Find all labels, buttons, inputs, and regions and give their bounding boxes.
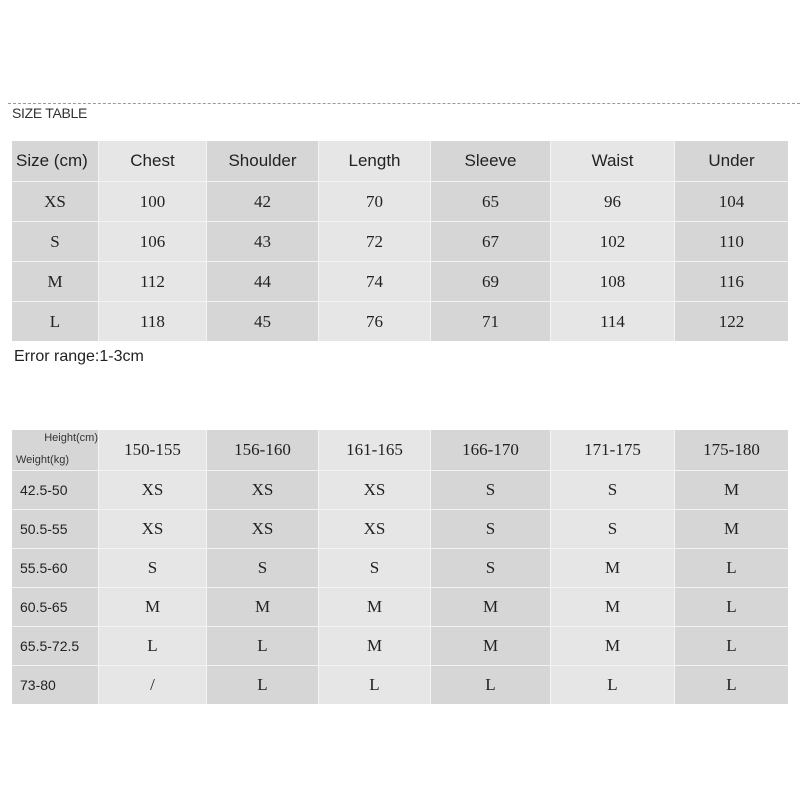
sleeve-cell: 65 xyxy=(430,181,550,221)
header-shoulder: Shoulder xyxy=(206,141,318,181)
sleeve-cell: 71 xyxy=(430,301,550,341)
height-axis-label: Height(cm) xyxy=(44,432,98,444)
size-cell: L xyxy=(430,665,550,704)
size-cell: S xyxy=(12,221,98,261)
table-row xyxy=(12,665,788,704)
size-cell: L xyxy=(674,665,788,704)
dashed-divider xyxy=(8,103,800,104)
height-range-header: 156-160 xyxy=(206,430,318,470)
size-cell: XS xyxy=(206,509,318,548)
size-cell: S xyxy=(430,509,550,548)
chest-cell: 112 xyxy=(98,261,206,301)
size-cell: M xyxy=(206,587,318,626)
size-cell: L xyxy=(206,626,318,665)
table-row xyxy=(12,301,788,341)
size-cell: XS xyxy=(98,470,206,509)
height-range-header: 175-180 xyxy=(674,430,788,470)
waist-cell: 102 xyxy=(550,221,674,261)
size-cell: S xyxy=(430,548,550,587)
size-cell: M xyxy=(674,470,788,509)
sleeve-cell: 67 xyxy=(430,221,550,261)
waist-cell: 96 xyxy=(550,181,674,221)
table-row xyxy=(12,509,788,548)
size-cell: L xyxy=(318,665,430,704)
size-cell: S xyxy=(550,470,674,509)
size-cell: M xyxy=(318,626,430,665)
length-cell: 72 xyxy=(318,221,430,261)
size-cell: S xyxy=(98,548,206,587)
header-under: Under xyxy=(674,141,788,181)
length-cell: 70 xyxy=(318,181,430,221)
under-cell: 122 xyxy=(674,301,788,341)
sleeve-cell: 69 xyxy=(430,261,550,301)
header-chest: Chest xyxy=(98,141,206,181)
size-cell: M xyxy=(98,587,206,626)
table-row xyxy=(12,261,788,301)
under-cell: 116 xyxy=(674,261,788,301)
size-cell: L xyxy=(674,626,788,665)
table-row xyxy=(12,470,788,509)
table-row xyxy=(12,181,788,221)
header-length: Length xyxy=(318,141,430,181)
shoulder-cell: 44 xyxy=(206,261,318,301)
size-cell: M xyxy=(12,261,98,301)
chest-cell: 106 xyxy=(98,221,206,261)
size-cell: XS xyxy=(318,509,430,548)
size-cell: M xyxy=(550,548,674,587)
size-cell: XS xyxy=(98,509,206,548)
header-size: Size (cm) xyxy=(12,141,98,181)
weight-axis-label: Weight(kg) xyxy=(16,454,69,466)
length-cell: 76 xyxy=(318,301,430,341)
size-table-header-row xyxy=(12,141,788,181)
height-range-header: 166-170 xyxy=(430,430,550,470)
length-cell: 74 xyxy=(318,261,430,301)
height-range-header: 161-165 xyxy=(318,430,430,470)
size-cell: L xyxy=(674,548,788,587)
waist-cell: 114 xyxy=(550,301,674,341)
size-cell: XS xyxy=(318,470,430,509)
error-range-note: Error range:1-3cm xyxy=(14,348,144,365)
size-cell: M xyxy=(550,626,674,665)
size-cell: M xyxy=(318,587,430,626)
table-row xyxy=(12,221,788,261)
size-cell: S xyxy=(318,548,430,587)
shoulder-cell: 45 xyxy=(206,301,318,341)
size-cell: L xyxy=(674,587,788,626)
size-table-title: SIZE TABLE xyxy=(12,105,88,121)
chest-cell: 100 xyxy=(98,181,206,221)
weight-range-cell: 55.5-60 xyxy=(12,548,98,587)
waist-cell: 108 xyxy=(550,261,674,301)
size-cell: L xyxy=(98,626,206,665)
shoulder-cell: 43 xyxy=(206,221,318,261)
size-cell: / xyxy=(98,665,206,704)
under-cell: 104 xyxy=(674,181,788,221)
size-cell: M xyxy=(674,509,788,548)
size-cell: L xyxy=(550,665,674,704)
size-cell: M xyxy=(430,626,550,665)
table-row xyxy=(12,587,788,626)
corner-header xyxy=(12,430,98,470)
weight-range-cell: 65.5-72.5 xyxy=(12,626,98,665)
fit-table-header-row xyxy=(12,430,788,470)
table-row xyxy=(12,548,788,587)
size-cell: S xyxy=(430,470,550,509)
table-row xyxy=(12,626,788,665)
weight-range-cell: 50.5-55 xyxy=(12,509,98,548)
size-cell: S xyxy=(550,509,674,548)
size-cell: XS xyxy=(12,181,98,221)
weight-range-cell: 73-80 xyxy=(12,665,98,704)
size-cell: S xyxy=(206,548,318,587)
size-measurement-table xyxy=(12,141,788,341)
weight-range-cell: 60.5-65 xyxy=(12,587,98,626)
size-cell: M xyxy=(550,587,674,626)
chest-cell: 118 xyxy=(98,301,206,341)
height-range-header: 171-175 xyxy=(550,430,674,470)
size-cell: XS xyxy=(206,470,318,509)
height-weight-fit-table xyxy=(12,430,788,704)
size-cell: M xyxy=(430,587,550,626)
size-cell: L xyxy=(12,301,98,341)
header-sleeve: Sleeve xyxy=(430,141,550,181)
shoulder-cell: 42 xyxy=(206,181,318,221)
header-waist: Waist xyxy=(550,141,674,181)
size-cell: L xyxy=(206,665,318,704)
height-range-header: 150-155 xyxy=(98,430,206,470)
weight-range-cell: 42.5-50 xyxy=(12,470,98,509)
under-cell: 110 xyxy=(674,221,788,261)
